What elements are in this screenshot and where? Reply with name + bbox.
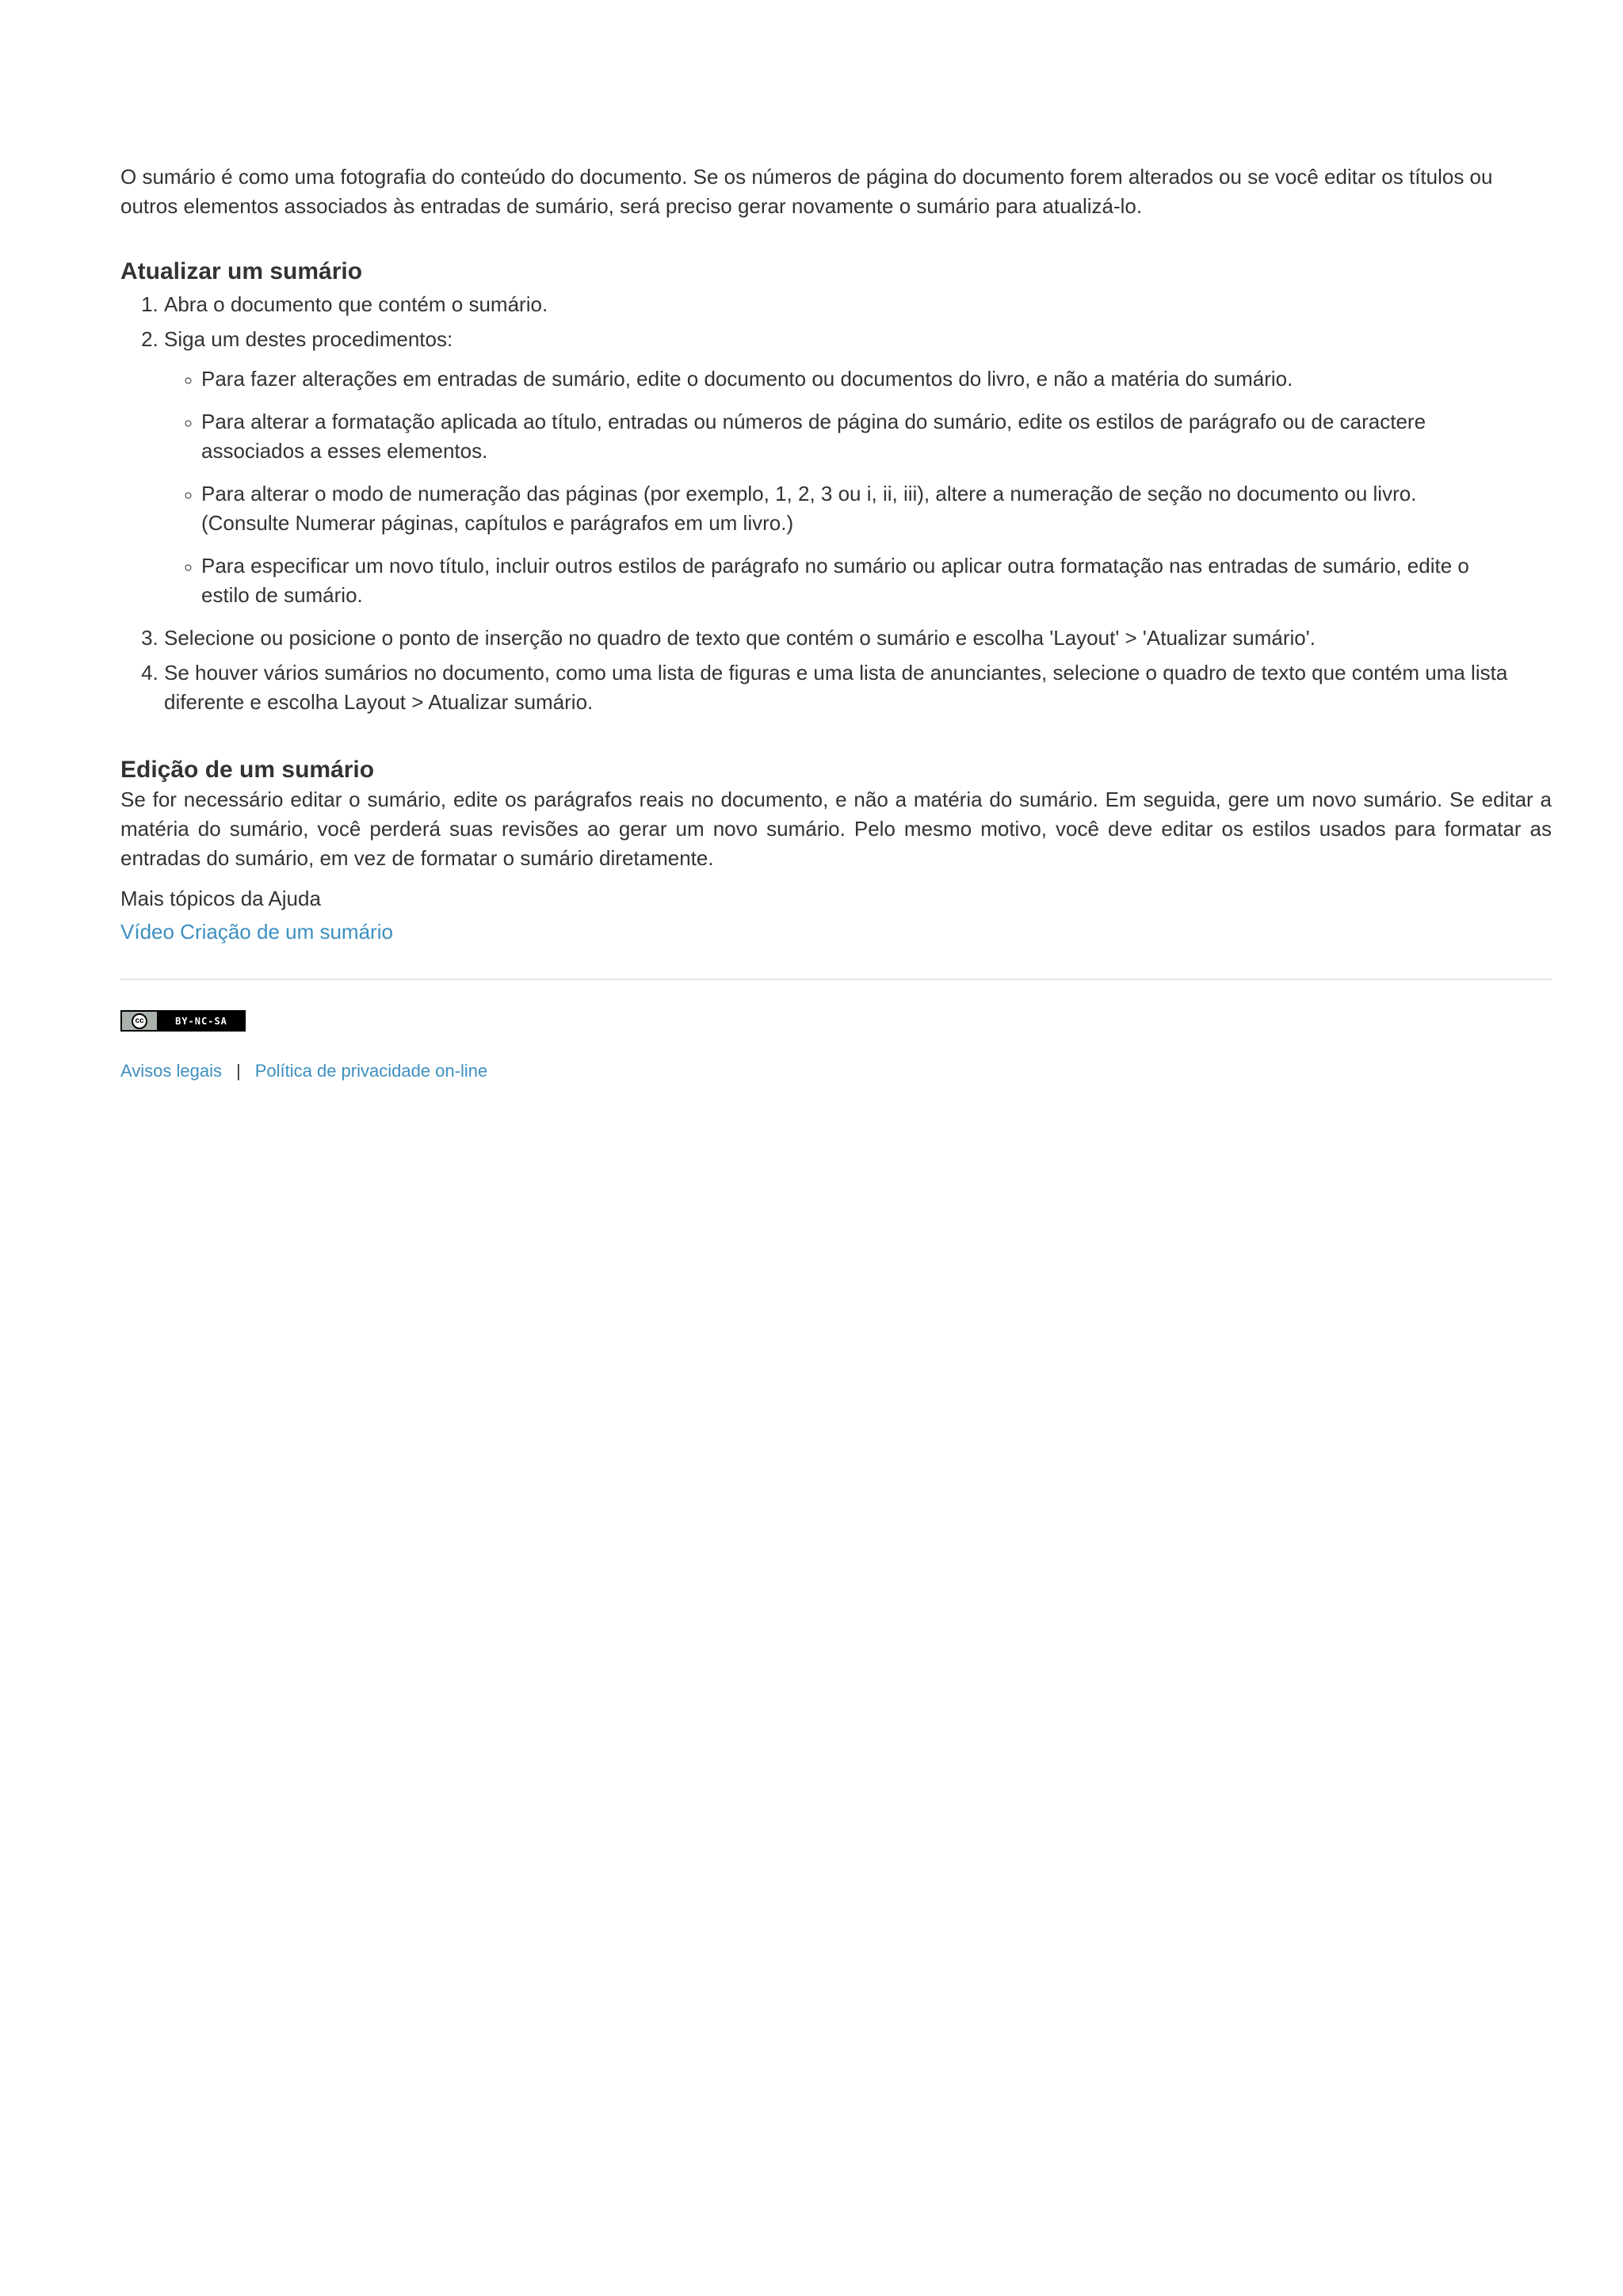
intro-paragraph: O sumário é como uma fotografia do conteúdo do documento. Se os números de página do documento forem alterados ou se você editar os títulos ou outros elementos associados às entradas de sumário, será preciso gerar novamente o sumário para atualizá-lo.: [120, 165, 1493, 218]
bullet-item: [201, 479, 1485, 538]
bullet-text: Para fazer alterações em entradas de sumário, edite o documento ou documentos do livro, e não a matéria do sumário.: [201, 367, 1293, 391]
footer-separator: |: [236, 1061, 241, 1081]
step-item: [164, 624, 1511, 653]
bullet-item: [201, 364, 1485, 394]
cc-license-badge[interactable]: [120, 1010, 246, 1032]
edit-paragraph: Se for necessário editar o sumário, edite os parágrafos reais no documento, e não a matéria do sumário. Em seguida, gere um novo sumário. Se editar a matéria do sumário, você perderá suas revisões ao gerar um novo sumário. Pelo mesmo motivo, você deve editar os estilos usados para formatar as entradas do sumário, em vez de formatar o sumário diretamente.: [120, 788, 1552, 870]
update-steps-list: [120, 290, 1511, 717]
footer-links: [120, 1059, 1552, 1083]
section-heading-update: Atualizar um sumário: [120, 258, 363, 284]
legal-notices-link[interactable]: Avisos legais: [120, 1061, 222, 1081]
step-item: [164, 658, 1511, 717]
footer-divider: [120, 978, 1552, 980]
step-text: Abra o documento que contém o sumário.: [164, 292, 548, 316]
bullet-text: Para alterar o modo de numeração das páginas (por exemplo, 1, 2, 3 ou i, ii, iii), altere a numeração de seção no documento ou livro. (Consulte Numerar páginas, capítulos e parágrafos em um livro.): [201, 482, 1417, 535]
license-type-label: BY-NC-SA: [158, 1012, 244, 1030]
section-heading-edit: Edição de um sumário: [120, 757, 375, 783]
more-topics-label: Mais tópicos da Ajuda: [120, 887, 321, 910]
step-text: Selecione ou posicione o ponto de inserção no quadro de texto que contém o sumário e escolha 'Layout' > 'Atualizar sumário'.: [164, 626, 1316, 650]
bullet-item: [201, 407, 1485, 466]
video-link[interactable]: Vídeo Criação de um sumário: [120, 920, 393, 944]
step-text: Siga um destes procedimentos:: [164, 327, 453, 351]
privacy-policy-link[interactable]: Política de privacidade on-line: [254, 1061, 488, 1081]
bullet-text: Para especificar um novo título, incluir outros estilos de parágrafo no sumário ou aplicar outra formatação nas entradas de sumário, edite o estilo de sumário.: [201, 554, 1469, 607]
step-item: [164, 325, 1511, 610]
cc-logo-area: [122, 1012, 158, 1030]
step-text: Se houver vários sumários no documento, como uma lista de figuras e uma lista de anunciantes, selecione o quadro de texto que contém uma lista diferente e escolha Layout > Atualizar sumário.: [164, 661, 1508, 714]
procedure-bullet-list: [164, 364, 1485, 610]
document-content: [120, 162, 1552, 1083]
step-item: [164, 290, 1511, 319]
bullet-text: Para alterar a formatação aplicada ao título, entradas ou números de página do sumário, edite os estilos de parágrafo ou de caractere associados a esses elementos.: [201, 410, 1426, 463]
creative-commons-icon: cc: [132, 1013, 147, 1029]
bullet-item: [201, 551, 1485, 610]
